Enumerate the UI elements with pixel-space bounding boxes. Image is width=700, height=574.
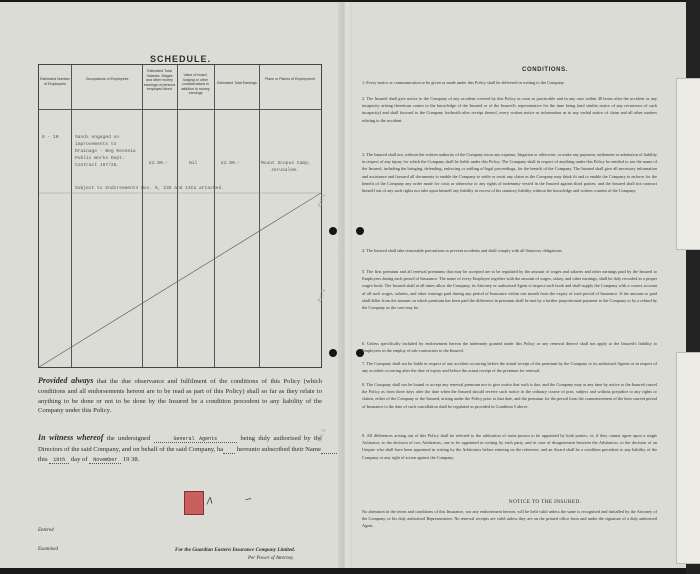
notice-title: NOTICE TO THE INSURED.	[508, 499, 582, 505]
condition-7: 7. The Company shall not be liable in respect of any accident occurring before the actual receipt of the premium by the Company or its authorised Agents or in respect of any accident occurring after the date of expiry and before the actual receipt of the premium for renewal.	[362, 361, 657, 374]
power-attorney: Per Power of Attorney.	[248, 556, 295, 561]
punch-hole	[329, 349, 337, 357]
place-line: Mount Scopus Camp,	[261, 161, 311, 166]
signature: ∽	[243, 493, 252, 505]
occupation-line: Contract J67/26.	[75, 163, 120, 168]
witness-text: being duly authorised by the Directors of the said Company, and on behalf of the said Company,	[38, 435, 322, 453]
employee-count: 8 - 10	[42, 135, 59, 140]
provided-lead: Provided always	[38, 376, 94, 385]
subject-line: Subject to Endorsements Nos. 6, 236 and 14Ca attached.	[75, 186, 224, 191]
condition-1: 1. Every notice or communication to be given or made under this Policy shall be delivered in writing to the Company.	[362, 80, 565, 85]
month-field: November	[89, 457, 121, 464]
condition-8: 8. The Company shall not be bound to accept any renewal premium nor to give notice that such is due, and the Company may at any time by notice to the Insured cancel the Policy as from three days after the date when the Insured should receive such notice in the ordinary course of post, subject and without prejudice to any rights or claims, either of the Company or the Insured, arising under the Policy prior to that date, and the premium for the period from the commencement of the then current period of Insurance to the date of such cancellation shall be regulated as provided in Condition 5 above.	[362, 382, 657, 409]
entered-label: Entered	[38, 528, 54, 533]
schedule-title: SCHEDULE.	[150, 54, 212, 64]
header-employees: Estimated Number of Employees	[40, 77, 70, 86]
condition-5: 5. The first premium and all renewal premiums that may be accepted are to be regulated by the amount of wages and salaries and other earnings paid by the Insured to Employees during each period of Insurance. The name of every Employee together with the amount of wages, salary, and other earnings, shall be duly recorded in a proper wages book. The Insured shall at all times allow the Company, its Attorney or authorised Agent to inspect such book and shall supply the Company with a correct account of all such wages, salaries, and other earnings paid during any period of Insurance within one month from the expiry of such period of Insurance. If the amount so paid shall differ from the amount on which premium has been paid the difference in premium shall be met by a further proportionate payment to the Company or by a refund by the Company as the case may be.	[362, 269, 657, 311]
schedule-table	[38, 64, 322, 368]
witness-text: this	[38, 455, 48, 463]
occupation-line: Drainage - Beg Kenneia	[75, 149, 136, 154]
witness-text: day of	[70, 455, 88, 463]
company-name: For the Guardian Eastern Insurance Company Limited.	[175, 547, 296, 553]
provided-text: that the due observance and fulfilment of the conditions of this Policy (which conditions and all endorsements hereon are to be read as part of this Policy) shall so far as they relate to anything to be done or not to be done by the Insured be a condition precedent to any liability of the Company under this Policy.	[38, 378, 322, 415]
left-page	[0, 2, 343, 568]
board-value: Nil	[189, 161, 198, 166]
condition-9: 9. All differences arising out of this Policy shall be referred to the arbitration of some person to be appointed by both parties, or, if they cannot agree upon a single Arbitrator, to the decision of two Arbitrators, one to be appointed in writing by each party, and in case of disagreement between the Arbitrators, to the decision of an Umpire who shall have been appointed in writing by the Arbitrators before entering on the reference, and an Award shall be a condition precedent to any liability of the Company or any right of action against the Company.	[362, 433, 657, 460]
examined-label: Examined	[38, 547, 58, 552]
header-salaries: Estimated Total Salaries, Wages and other money earnings of persons employed direct	[143, 69, 176, 92]
header-occupations: Occupations of Employees	[85, 77, 129, 81]
year-field: 19 38.	[122, 455, 140, 463]
header-total: Estimated Total Earnings	[217, 81, 257, 85]
side-mark: Ent. 3.	[316, 287, 328, 303]
attached-slip	[676, 78, 700, 250]
side-mark: Ent. 3.	[316, 427, 328, 443]
salaries-value: £2.80.-	[149, 161, 169, 166]
place-line: Jerusalem.	[271, 168, 299, 173]
condition-4: 4. The Insured shall take reasonable precautions to prevent accidents and shall comply with all Statutory obligations.	[362, 248, 563, 253]
header-board: Value of board, lodging or other considerations in addition to money earnings	[181, 73, 210, 96]
policy-sheet	[0, 2, 686, 568]
attached-slip	[676, 352, 700, 564]
signature: ᐱ	[205, 495, 213, 507]
occupation-line: Sands engaged on	[75, 135, 120, 140]
punch-hole	[329, 227, 337, 235]
conditions-title: CONDITIONS.	[522, 67, 568, 73]
occupation-line: Public Works Dept.	[75, 156, 125, 161]
witness-text: the undersigned	[106, 435, 151, 442]
condition-2: 2. The Insured shall give notice to the Company of any accident covered by this Policy as soon as practicable and in any case within 48 hours after the accident or any incapacity arising therefrom comes to the knowledge of the Insured or of the Insured's representative for the time being (and similar notice of any recurrence of such incapacity) and shall forward to the Company forthwith after receipt thereof, every written notice or information as to any verbal notice of claim and all other matters relating to the accident.	[362, 96, 657, 123]
revenue-stamp	[184, 491, 204, 515]
witness-text: ha	[216, 445, 224, 453]
notice-text: No alteration in the terms and conditions of this Insurance, nor any endorsement hereon, will be held valid unless the same is recognised and initialled by the Attorney of the Company, or his duly authorised Representative. No renewal receipts are valid unless they are on the printed office form and under the signature of a duly authorised Agent.	[362, 509, 657, 529]
condition-3: 3. The Insured shall not, without the written authority of the Company incur any expense, litigation or otherwise, or make any payment, settlement or admission of liability in respect of any injury for which the Company shall be liable under this Policy. The Company shall in respect of anything under this Policy be entitled to use the name of the Insured, including the bringing, defending, enforcing or settling of legal proceedings, for the benefit of the Company. The Insured shall give all necessary information and assistance and forward all documents to enable the Company to settle or resist any claim as the Company may think fit and to enable the Company to enforce for the benefit of the Company any order made for costs or otherwise or any rights of indemnity vested in the Insured against third parties; and the Insured shall not contract himself out of any such rights nor take upon himself any liability in excess of his statutory liability without the knowledge and written consent of the Company.	[362, 152, 657, 194]
occupation-line: improvements to	[75, 142, 117, 147]
header-place: Place or Places of Employment	[265, 77, 315, 81]
total-value: £2.80.-	[221, 161, 241, 166]
agents-field: General Agents	[154, 436, 238, 443]
witness-text: hereunto subscribed their Name	[236, 445, 321, 453]
side-mark: Ent. 3.	[316, 192, 328, 208]
cancel-diagonal	[39, 65, 321, 367]
witness-clause	[38, 433, 322, 465]
condition-6: 6. Unless specifically included by endorsement hereon the indemnity granted under this Policy or any renewal thereof shall not apply to the Insured's liability to Employees in the employ of sub-contractors to the Insured.	[362, 341, 657, 354]
day-field: 19th	[49, 457, 69, 464]
witness-lead: In witness whereof	[38, 433, 104, 442]
provided-clause	[38, 376, 322, 416]
